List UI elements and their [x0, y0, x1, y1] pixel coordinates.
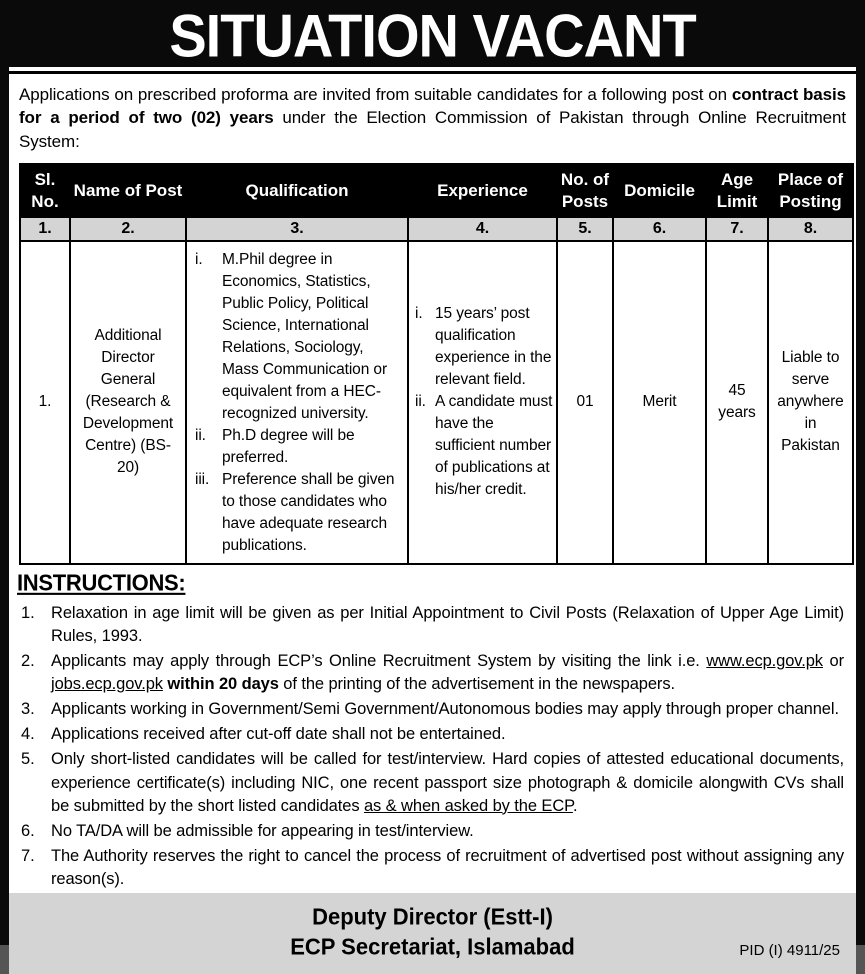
list-item-text: A candidate must have the sufficient number of publications at his/her credit.: [435, 393, 553, 499]
table-row: [20, 241, 853, 564]
pid-number: PID (I) 4911/25: [739, 942, 840, 960]
instructions-list: [17, 602, 846, 891]
instructions-section: [17, 567, 846, 893]
instruction-item: [17, 698, 846, 721]
column-header: Sl. No.: [20, 164, 70, 217]
page-title: SITUATION VACANT: [169, 0, 696, 69]
intro-paragraph: [19, 83, 846, 153]
list-item-number: iii.: [195, 470, 210, 488]
list-item-text: M.Phil degree in Economics, Statistics, Public Policy, Political Science, International Relations, Sociology, Mass Communication or equivalent from a HEC-recognized university.: [222, 250, 388, 422]
column-number: 1.: [20, 217, 70, 241]
instruction-text: [51, 748, 846, 817]
text-segment: of the printing of the advertisement in the newspapers.: [278, 675, 675, 694]
column-number: 8.: [768, 217, 853, 241]
column-header: Experience: [408, 164, 557, 217]
instruction-number: 6.: [21, 821, 35, 840]
instruction-number: 4.: [21, 725, 35, 744]
underlined-text: www.ecp.gov.pk: [706, 652, 823, 671]
text-segment: Relaxation in age limit will be given as per Initial Appointment to Civil Posts (Relaxation of Upper Age Limit) Rules, 1993.: [51, 603, 844, 645]
text-segment: The Authority reserves the right to cancel the process of recruitment of advertised post without assigning any reason(s).: [51, 846, 844, 888]
instruction-text: [51, 845, 846, 891]
column-number: 4.: [408, 217, 557, 241]
underlined-text: jobs.ecp.gov.pk: [51, 675, 163, 694]
instruction-item: [17, 650, 846, 696]
instruction-text: [51, 698, 846, 721]
masthead: [9, 0, 856, 71]
list-item-number: i.: [195, 250, 203, 268]
list-item-text: 15 years’ post qualification experience in the relevant field.: [435, 305, 552, 389]
text-segment: Only short-listed candidates will be called for test/interview. Hard copies of attested educational documents, experience certificate(s) including NIC, one recent passport size photograph & domicile alongwith CVs shall be submitted by the short listed candidates: [51, 750, 844, 815]
column-number: 2.: [70, 217, 186, 241]
instruction-item: [17, 723, 846, 746]
list-item-text: Preference shall be given to those candidates who have adequate research publications.: [222, 470, 395, 554]
cell-sl-no: 1.: [20, 241, 70, 564]
column-number-row: [20, 217, 853, 241]
text-segment: Applications received after cut-off date shall not be entertained.: [51, 725, 506, 744]
instruction-text: [51, 602, 846, 648]
instructions-heading: INSTRUCTIONS:: [17, 569, 186, 596]
list-item: [195, 425, 403, 469]
cell-name-of-post: Additional Director General (Research & Development Centre) (BS-20): [70, 241, 186, 564]
text-segment: or: [822, 652, 844, 671]
column-header: Age Limit: [706, 164, 768, 217]
column-number: 3.: [186, 217, 408, 241]
instruction-text: [51, 723, 846, 746]
list-item-number: i.: [415, 305, 423, 323]
text-segment: under the Election Commission of Pakistan through Online Recruitment System:: [19, 108, 846, 151]
text-segment: Applicants may apply through ECP’s Online Recruitment System by visiting the link i.e.: [51, 652, 707, 671]
list-item: [195, 249, 403, 425]
column-number: 5.: [557, 217, 613, 241]
instruction-text: [51, 650, 846, 696]
underlined-text: as & when asked by the ECP: [363, 796, 573, 815]
column-header: Qualification: [186, 164, 408, 217]
list-item-text: Ph.D degree will be preferred.: [222, 426, 355, 466]
instruction-item: [17, 602, 846, 648]
list-item-number: ii.: [195, 426, 206, 444]
column-number: 6.: [613, 217, 706, 241]
column-header: No. of Posts: [557, 164, 613, 217]
column-header: Domicile: [613, 164, 706, 217]
list-item: [415, 391, 554, 501]
cell-no-of-posts: 01: [557, 241, 613, 564]
list-item: [415, 303, 554, 391]
table-header-row: [20, 164, 853, 217]
cell-qualification: [186, 241, 408, 564]
vacancy-table-wrap: [19, 163, 846, 565]
list-item-number: ii.: [415, 393, 426, 411]
signature-block: [9, 893, 856, 974]
column-header: Name of Post: [70, 164, 186, 217]
instruction-text: [51, 820, 846, 843]
instruction-item: [17, 748, 846, 817]
instruction-item: [17, 820, 846, 843]
signatory-title: Deputy Director (Estt-I): [312, 903, 553, 930]
instruction-item: [17, 845, 846, 891]
organization-name: ECP Secretariat, Islamabad: [290, 933, 575, 960]
instruction-number: 7.: [21, 846, 35, 865]
instruction-number: 5.: [21, 750, 35, 769]
bold-text: within 20 days: [167, 675, 279, 694]
column-header: Place of Posting: [768, 164, 853, 217]
vacancy-table: [19, 163, 854, 565]
instruction-number: 2.: [21, 652, 35, 671]
text-segment: .: [572, 796, 578, 815]
instruction-number: 1.: [21, 603, 35, 622]
content-panel: [9, 71, 856, 960]
text-segment: Applicants working in Government/Semi Government/Autonomous bodies may apply through proper channel.: [51, 700, 839, 719]
cell-place-of-posting: Liable to serve anywhere in Pakistan: [768, 241, 853, 564]
text-segment: Applications on prescribed proforma are invited from suitable candidates for a following post on: [19, 85, 732, 104]
text-segment: No TA/DA will be admissible for appearing in test/interview.: [51, 821, 474, 840]
instruction-number: 3.: [21, 700, 35, 719]
column-number: 7.: [706, 217, 768, 241]
bold-text: contract basis for a period of two (02) years: [19, 85, 846, 128]
cell-experience: [408, 241, 557, 564]
cell-domicile: Merit: [613, 241, 706, 564]
cell-age-limit: 45 years: [706, 241, 768, 564]
list-item: [195, 469, 403, 557]
